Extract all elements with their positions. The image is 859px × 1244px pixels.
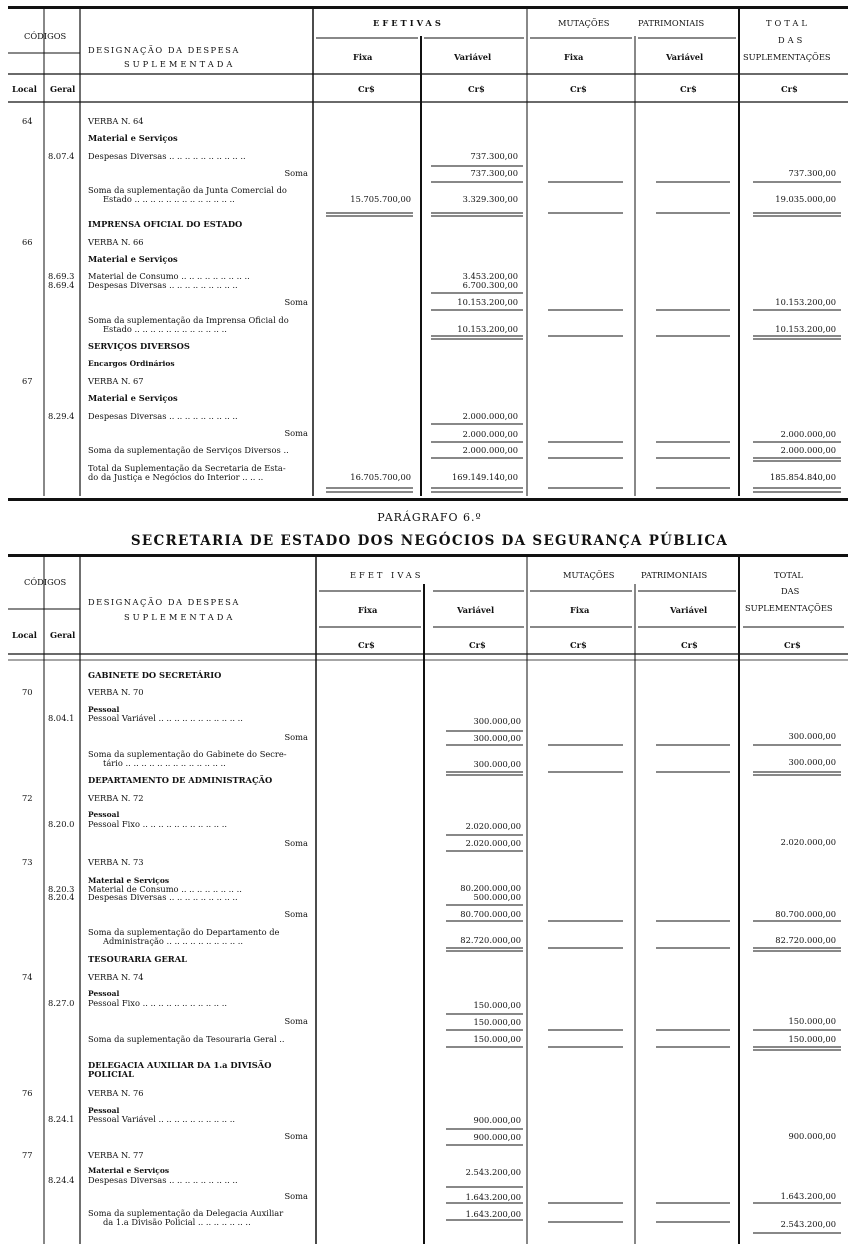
geral-code: 8.20.3 [48, 884, 75, 894]
amount: 150.000,00 [473, 1000, 521, 1010]
geral-code: 8.07.4 [48, 151, 75, 161]
amount: 150.000,00 [473, 1017, 521, 1027]
soma-label: Soma [284, 1191, 308, 1201]
geral-code: 8.69.3 [48, 271, 75, 281]
amount: 500.000,00 [473, 892, 521, 902]
section-heading: TESOURARIA GERAL [88, 954, 187, 964]
soma-label: Soma [284, 909, 308, 919]
geral-code: 8.27.0 [48, 998, 75, 1008]
verba-label: VERBA N. 66 [88, 237, 144, 247]
soma-label: Soma [284, 168, 308, 178]
header-currency: Cr$ [358, 640, 375, 650]
amount: 300.000,00 [473, 733, 521, 743]
amount: 2.000.000,00 [462, 411, 518, 421]
header-fixa: Fixa [358, 605, 378, 615]
item-desc: Despesas Diversas .. .. .. .. .. .. .. .. .. [88, 892, 238, 902]
amount: 737.300,00 [470, 168, 518, 178]
total-amount: 19.035.000,00 [775, 194, 836, 204]
header-currency: Cr$ [784, 640, 801, 650]
total-amount: 82.720.000,00 [775, 935, 836, 945]
section-heading: IMPRENSA OFICIAL DO ESTADO [88, 219, 243, 229]
total-desc-line1: Total da Suplementação da Secretaria de Esta- [88, 463, 286, 473]
soma-label: Soma [284, 297, 308, 307]
amount: 2.000.000,00 [462, 429, 518, 439]
category-label: Material e Serviços [88, 133, 178, 143]
total-amount: 2.020.000,00 [780, 837, 836, 847]
subtotal-desc-line1: Soma da suplementação da Imprensa Oficial do [88, 315, 289, 325]
header-designacao-line2: SUPLEMENTADA [124, 59, 236, 69]
subtotal-desc-line1: Soma da suplementação do Departamento de [88, 927, 280, 937]
verba-label: VERBA N. 72 [88, 793, 144, 803]
header-currency: Cr$ [469, 640, 486, 650]
geral-code: 8.24.4 [48, 1175, 75, 1185]
local-code: 73 [22, 857, 33, 867]
amount: 2.020.000,00 [465, 838, 521, 848]
header-variavel: Variável [457, 605, 495, 615]
subtotal-desc-line1: Soma da suplementação da Junta Comercial do [88, 185, 287, 195]
amount: 80.200.000,00 [460, 883, 521, 893]
total-amount: 10.153.200,00 [775, 324, 836, 334]
category-label: Pessoal [88, 810, 120, 819]
subtotal-desc: Soma da suplementação de Serviços Diversos .. [88, 445, 289, 455]
header-total: TOTAL [774, 570, 803, 580]
section-heading: DELEGACIA AUXILIAR DA 1.a DIVISÃO [88, 1060, 272, 1070]
amount: 3.453.200,00 [462, 271, 518, 281]
amount: 900.000,00 [473, 1132, 521, 1142]
local-code: 72 [22, 793, 33, 803]
item-desc: Despesas Diversas .. .. .. .. .. .. .. .. .. .. [88, 151, 246, 161]
header-fixa: Fixa [564, 52, 584, 62]
header-fixa: Fixa [353, 52, 373, 62]
local-code: 66 [22, 237, 33, 247]
header-variavel: Variável [666, 52, 704, 62]
geral-code: 8.20.4 [48, 892, 75, 902]
total-amount: 185.854.840,00 [770, 472, 836, 482]
total-amount: 2.000.000,00 [780, 429, 836, 439]
header-local: Local [12, 84, 37, 94]
amount: 300.000,00 [473, 759, 521, 769]
section-title: SECRETARIA DE ESTADO DOS NEGÓCIOS DA SEGURANÇA PÚBLICA [130, 533, 729, 549]
subtotal-desc-line1: Soma da suplementação da Delegacia Auxiliar [88, 1208, 284, 1218]
header-efetivas: EFETIVAS [373, 18, 444, 28]
local-code: 67 [22, 376, 33, 386]
header-currency: Cr$ [570, 84, 587, 94]
item-desc: Despesas Diversas .. .. .. .. .. .. .. .. .. [88, 1175, 238, 1185]
amount: 169.149.140,00 [452, 472, 518, 482]
table-section-1 [8, 6, 848, 506]
total-amount: 80.700.000,00 [775, 909, 836, 919]
amount: 82.720.000,00 [460, 935, 521, 945]
section-heading: GABINETE DO SECRETÁRIO [88, 670, 222, 680]
category-label: Material e Serviços [88, 393, 178, 403]
subtotal-desc-line2: Estado .. .. .. .. .. .. .. .. .. .. .. .. [103, 324, 227, 334]
total-amount: 300.000,00 [788, 731, 836, 741]
verba-label: VERBA N. 67 [88, 376, 144, 386]
geral-code: 8.20.0 [48, 819, 75, 829]
paragraph-label: PARÁGRAFO 6.º [377, 511, 482, 524]
header-total: TOTAL [766, 18, 810, 28]
local-code: 76 [22, 1088, 33, 1098]
amount: 737.300,00 [470, 151, 518, 161]
header-variavel: Variável [454, 52, 492, 62]
soma-label: Soma [284, 838, 308, 848]
amount: 1.643.200,00 [465, 1192, 521, 1202]
item-desc: Pessoal Variável .. .. .. .. .. .. .. .. .. .. .. [88, 713, 243, 723]
soma-label: Soma [284, 732, 308, 742]
header-variavel: Variável [670, 605, 708, 615]
header-designacao-line1: DESIGNAÇÃO DA DESPESA [88, 45, 240, 55]
item-desc: Pessoal Variável .. .. .. .. .. .. .. .. .. .. [88, 1114, 235, 1124]
header-suplementacoes: SUPLEMENTAÇÕES [743, 52, 831, 62]
total-amount: 2.000.000,00 [780, 445, 836, 455]
header-currency: Cr$ [570, 640, 587, 650]
category-label: Material e Serviços [88, 876, 170, 885]
header-efetivas: EFET IVAS [350, 570, 424, 580]
amount: 300.000,00 [473, 716, 521, 726]
header-local: Local [12, 630, 37, 640]
item-desc: Material de Consumo .. .. .. .. .. .. .. .. .. [88, 271, 250, 281]
item-desc: Despesas Diversas .. .. .. .. .. .. .. .. .. [88, 280, 238, 290]
total-amount: 1.643.200,00 [780, 1191, 836, 1201]
header-currency: Cr$ [680, 84, 697, 94]
header-das: DAS [778, 35, 806, 45]
header-geral: Geral [50, 84, 76, 94]
item-desc: Despesas Diversas .. .. .. .. .. .. .. .. .. [88, 411, 238, 421]
category-label: Pessoal [88, 1106, 120, 1115]
total-amount: 150.000,00 [788, 1016, 836, 1026]
subtotal-desc-line2: da 1.a Divisão Policial .. .. .. .. .. .. .. [103, 1217, 251, 1227]
header-fixa: Fixa [570, 605, 590, 615]
item-desc: Material de Consumo .. .. .. .. .. .. .. .. [88, 884, 242, 894]
header-patrimoniais: PATRIMONIAIS [638, 18, 705, 28]
total-desc-line2: do da Justiça e Negócios do Interior .. .. .. [88, 472, 264, 482]
header-designacao-line1: DESIGNAÇÃO DA DESPESA [88, 597, 240, 607]
amount: 2.000.000,00 [462, 445, 518, 455]
verba-label: VERBA N. 70 [88, 687, 144, 697]
amount: 2.020.000,00 [465, 821, 521, 831]
soma-label: Soma [284, 1016, 308, 1026]
verba-label: VERBA N. 73 [88, 857, 144, 867]
section-heading: SERVIÇOS DIVERSOS [88, 341, 190, 351]
soma-label: Soma [284, 1131, 308, 1141]
category-label: Material e Serviços [88, 254, 178, 264]
header-suplementacoes: SUPLEMENTAÇÕES [745, 603, 833, 613]
header-currency: Cr$ [681, 640, 698, 650]
section-heading: DEPARTAMENTO DE ADMINISTRAÇÃO [88, 775, 273, 785]
verba-label: VERBA N. 64 [88, 116, 144, 126]
section-heading: POLICIAL [88, 1069, 134, 1079]
local-code: 64 [22, 116, 33, 126]
amount: 900.000,00 [473, 1115, 521, 1125]
category-label: Pessoal [88, 705, 120, 714]
geral-code: 8.04.1 [48, 713, 75, 723]
header-currency: Cr$ [358, 84, 375, 94]
total-amount: 900.000,00 [788, 1131, 836, 1141]
local-code: 77 [22, 1150, 33, 1160]
amount: 3.329.300,00 [462, 194, 518, 204]
header-mutacoes: MUTAÇÕES [563, 570, 615, 580]
header-codigos: CÓDIGOS [24, 577, 67, 587]
subtotal-desc-line2: tário .. .. .. .. .. .. .. .. .. .. .. .. .. [103, 758, 226, 768]
amount: 10.153.200,00 [457, 297, 518, 307]
total-amount: 300.000,00 [788, 757, 836, 767]
amount: 80.700.000,00 [460, 909, 521, 919]
category-label: Pessoal [88, 989, 120, 998]
header-das: DAS [781, 586, 800, 596]
item-desc: Pessoal Fixo .. .. .. .. .. .. .. .. .. .. .. [88, 819, 227, 829]
category-label: Encargos Ordinários [88, 359, 175, 368]
verba-label: VERBA N. 76 [88, 1088, 144, 1098]
total-amount: 2.543.200,00 [780, 1219, 836, 1229]
header-designacao-line2: SUPLEMENTADA [124, 612, 236, 622]
total-amount: 150.000,00 [788, 1034, 836, 1044]
amount: 1.643.200,00 [465, 1209, 521, 1219]
category-label: Material e Serviços [88, 1166, 170, 1175]
header-geral: Geral [50, 630, 76, 640]
amount: 10.153.200,00 [457, 324, 518, 334]
geral-code: 8.69.4 [48, 280, 75, 290]
local-code: 70 [22, 687, 33, 697]
header-patrimoniais: PATRIMONIAIS [641, 570, 708, 580]
header-currency: Cr$ [781, 84, 798, 94]
amount: 2.543.200,00 [465, 1167, 521, 1177]
total-amount: 737.300,00 [788, 168, 836, 178]
header-mutacoes: MUTAÇÕES [558, 18, 610, 28]
soma-label: Soma [284, 428, 308, 438]
subtotal-desc: Soma da suplementação da Tesouraria Geral .. [88, 1034, 285, 1044]
subtotal-desc-line2: Estado .. .. .. .. .. .. .. .. .. .. .. .. .. [103, 194, 235, 204]
verba-label: VERBA N. 74 [88, 972, 144, 982]
amount-fixa: 16.705.700,00 [350, 472, 411, 482]
total-amount: 10.153.200,00 [775, 297, 836, 307]
geral-code: 8.24.1 [48, 1114, 75, 1124]
header-currency: Cr$ [468, 84, 485, 94]
subtotal-desc-line1: Soma da suplementação do Gabinete do Secre- [88, 749, 287, 759]
item-desc: Pessoal Fixo .. .. .. .. .. .. .. .. .. .. .. [88, 998, 227, 1008]
amount-fixa: 15.705.700,00 [350, 194, 411, 204]
table-section-2 [8, 554, 848, 1244]
subtotal-desc-line2: Administração .. .. .. .. .. .. .. .. .. .. [103, 936, 244, 946]
geral-code: 8.29.4 [48, 411, 75, 421]
local-code: 74 [22, 972, 33, 982]
header-codigos: CÓDIGOS [24, 31, 67, 41]
amount: 6.700.300,00 [462, 280, 518, 290]
amount: 150.000,00 [473, 1034, 521, 1044]
verba-label: VERBA N. 77 [88, 1150, 144, 1160]
